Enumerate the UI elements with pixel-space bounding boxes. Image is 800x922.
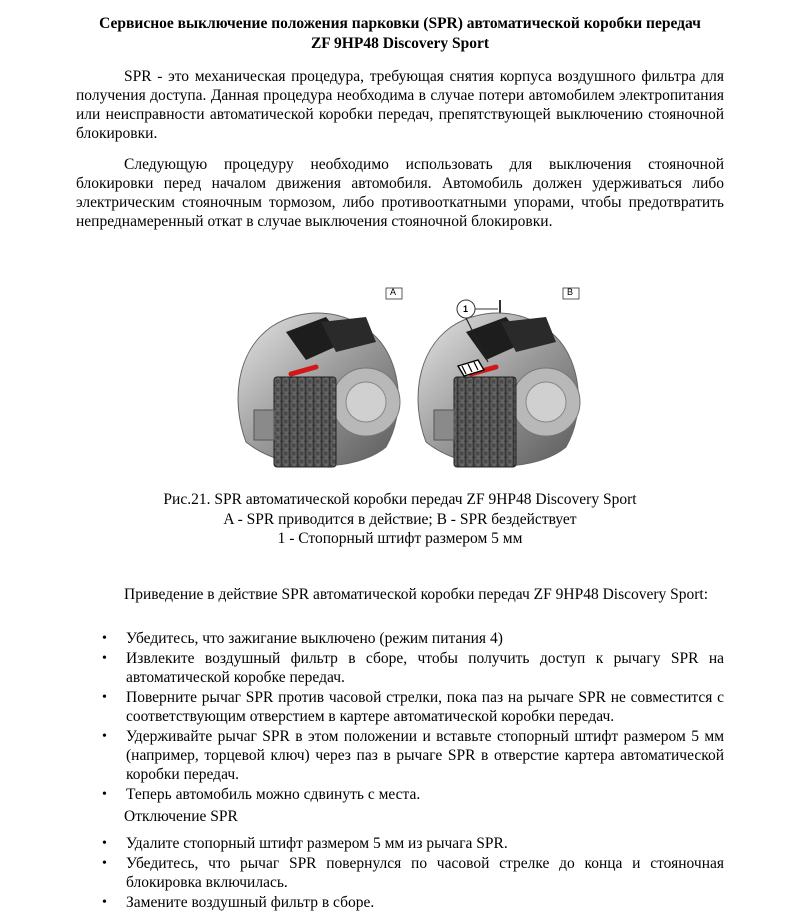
caption-line-1: Рис.21. SPR автоматической коробки передач ZF 9HP48 Discovery Sport [163, 491, 637, 508]
activation-steps [76, 629, 724, 805]
list-item: • Замените воздушный фильтр в сборе. [102, 894, 375, 911]
deactivation-steps [76, 834, 724, 913]
bullet-icon: • [102, 651, 107, 666]
list-item: • Удерживайте рычаг SPR в этом положении и вставьте стопорный штифт размером 5 мм (например, торцевой ключ) через паз в рычаге SPR в отверстие картера автоматической коробки передач. [102, 728, 724, 783]
list-item: • Теперь автомобиль можно сдвинуть с места. [102, 786, 421, 803]
activation-intro: Приведение в действие SPR автоматической коробки передач ZF 9HP48 Discovery Sport: [124, 586, 709, 603]
list-item: • Поверните рычаг SPR против часовой стрелки, пока паз на рычаге SPR не совместится с соответствующим отверстием в картере автоматической коробки передач. [102, 689, 724, 725]
bullet-icon: • [102, 690, 107, 705]
caption-line-3: 1 - Стопорный штифт размером 5 мм [277, 530, 523, 547]
list-item: • Извлеките воздушный фильтр в сборе, чтобы получить доступ к рычагу SPR на автоматической коробке передач. [102, 650, 724, 686]
caption-line-2: A - SPR приводится в действие; B - SPR бездействует [223, 510, 577, 528]
bullet-icon: • [102, 895, 107, 910]
transmission-b [418, 288, 580, 467]
list-item: • Удалите стопорный штифт размером 5 мм из рычага SPR. [102, 835, 508, 852]
bullet-icon: • [102, 729, 107, 744]
intro-paragraph: SPR - это механическая процедура, требующая снятия корпуса воздушного фильтра для получения доступа. Данная процедура необходима в случае потери автомобилем электропитания или неисправности автоматической коробки передач, препятствующей выключению стояночной блокировки. [76, 68, 724, 142]
transmission-figure [226, 282, 626, 478]
transmission-a [238, 288, 402, 467]
document-title [76, 14, 724, 54]
transmission-illustration [226, 282, 626, 478]
list-item: • Убедитесь, что зажигание выключено (режим питания 4) [102, 630, 503, 647]
figure-caption [76, 490, 724, 549]
label-b: B [567, 287, 574, 297]
title-line-2: ZF 9HP48 Discovery Sport [310, 35, 490, 52]
document-page [76, 0, 724, 911]
list-item: • Убедитесь, что рычаг SPR повернулся по часовой стрелке до конца и стояночная блокировка включилась. [102, 855, 724, 891]
bullet-icon: • [102, 787, 107, 802]
deactivation-heading: Отключение SPR [124, 808, 238, 825]
title-line-1: Сервисное выключение положения парковки (SPR) автоматической коробки передач [99, 15, 701, 32]
bullet-icon: • [102, 631, 107, 646]
procedure-paragraph: Следующую процедуру необходимо использовать для выключения стояночной блокировки перед началом движения автомобиля. Автомобиль должен удерживаться либо электрическим стояночным тормозом, либо противооткатными упорами, чтобы предотвратить непреднамеренный откат в случае выключения стояночной блокировки. [76, 156, 724, 230]
bullet-icon: • [102, 856, 107, 871]
label-a: A [390, 287, 397, 297]
bullet-icon: • [102, 836, 107, 851]
callout-1: 1 [463, 304, 469, 314]
